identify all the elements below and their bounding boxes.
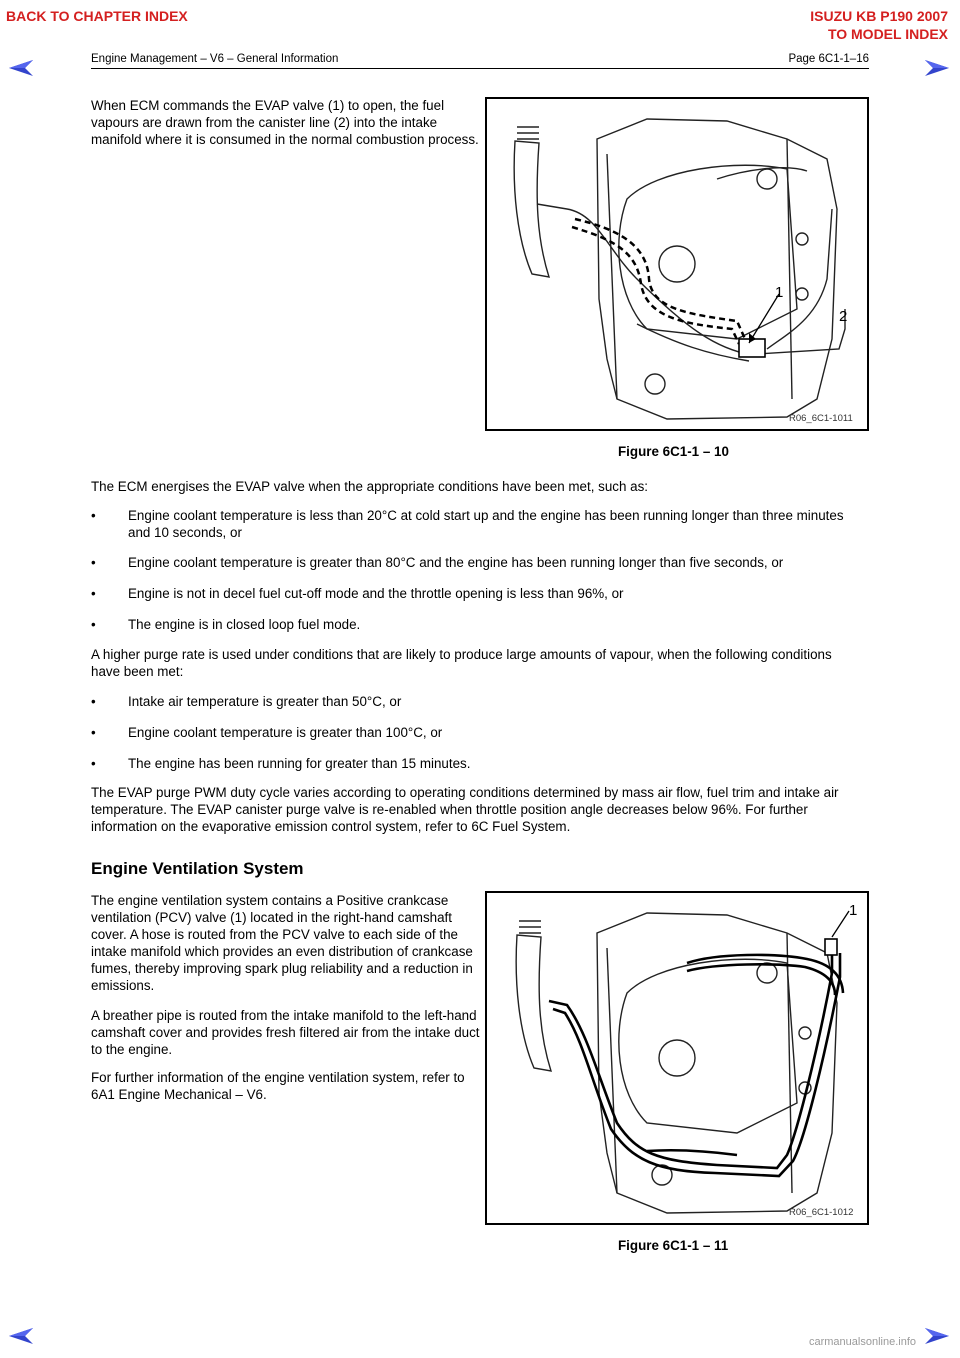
engine-evap-diagram — [487, 99, 867, 429]
pwm-paragraph: The EVAP purge PWM duty cycle varies according to operating conditions determined by mass air flow, fuel trim and intake air temperature. The EVAP canister purge valve is re-enabled when throttle position angle decreases below 96%. For further information on the evaporative emission control system, refer to 6C Fuel System. — [91, 785, 839, 834]
evap-intro-paragraph: When ECM commands the EVAP valve (1) to open, the fuel vapours are drawn from the canister line (2) into the intake manifold where it is consumed in the normal combustion process. — [91, 98, 479, 147]
callout-1: 1 — [775, 284, 784, 301]
back-to-chapter-index-link[interactable]: BACK TO CHAPTER INDEX — [6, 8, 188, 24]
to-model-index-link[interactable]: TO MODEL INDEX — [827, 26, 948, 42]
header-rule — [91, 68, 869, 69]
callout-1: 1 — [849, 902, 858, 919]
page-number: Page 6C1-1–16 — [788, 53, 869, 65]
ventilation-paragraph-1: The engine ventilation system contains a Positive crankcase ventilation (PCV) valve (1) located in the right-hand camshaft cover. A hose is routed from the PCV valve to each side of the intake manifold which provides an even distribution of crankcase fumes, thereby improving spark plug reliability and a reduction in emissions. — [91, 893, 473, 993]
bullet-icon: • — [91, 555, 96, 570]
next-page-arrow-icon[interactable] — [924, 58, 950, 78]
engine-ventilation-diagram — [487, 893, 867, 1223]
figure-caption-10: Figure 6C1-1 – 10 — [618, 444, 729, 459]
bullet-icon: • — [91, 617, 96, 632]
next-page-arrow-icon[interactable] — [924, 1326, 950, 1346]
prev-page-arrow-icon[interactable] — [8, 1326, 34, 1346]
pcv-valve-figure — [485, 891, 869, 1225]
section-heading: Engine Ventilation System — [91, 859, 304, 878]
bullet-icon: • — [91, 694, 96, 709]
running-header-title: Engine Management – V6 – General Information — [91, 53, 339, 65]
figure-caption-11: Figure 6C1-1 – 11 — [618, 1238, 729, 1253]
bullet-icon: • — [91, 725, 96, 740]
figure-reference-code: R06_6C1-1012 — [789, 1207, 854, 1218]
callout-2: 2 — [839, 308, 848, 325]
ventilation-paragraph-3: For further information of the engine ventilation system, refer to 6A1 Engine Mechanical – V6. — [91, 1070, 465, 1102]
evap-valve-figure — [485, 97, 869, 431]
conditions-lead: The ECM energises the EVAP valve when the appropriate conditions have been met, such as: — [91, 479, 649, 494]
bullet-icon: • — [91, 586, 96, 601]
bullet-icon: • — [91, 756, 96, 771]
prev-page-arrow-icon[interactable] — [8, 58, 34, 78]
ventilation-paragraph-2: A breather pipe is routed from the intake manifold to the left-hand camshaft cover and provides fresh filtered air from the intake duct to the engine. — [91, 1008, 480, 1057]
watermark: carmanualsonline.info — [808, 1336, 916, 1348]
model-title: ISUZU KB P190 2007 — [810, 8, 948, 24]
higher-purge-lead: A higher purge rate is used under conditions that are likely to produce large amounts of vapour, when the following conditions have been met: — [91, 647, 832, 679]
figure-reference-code: R06_6C1-1011 — [789, 413, 853, 424]
bullet-icon: • — [91, 508, 96, 523]
